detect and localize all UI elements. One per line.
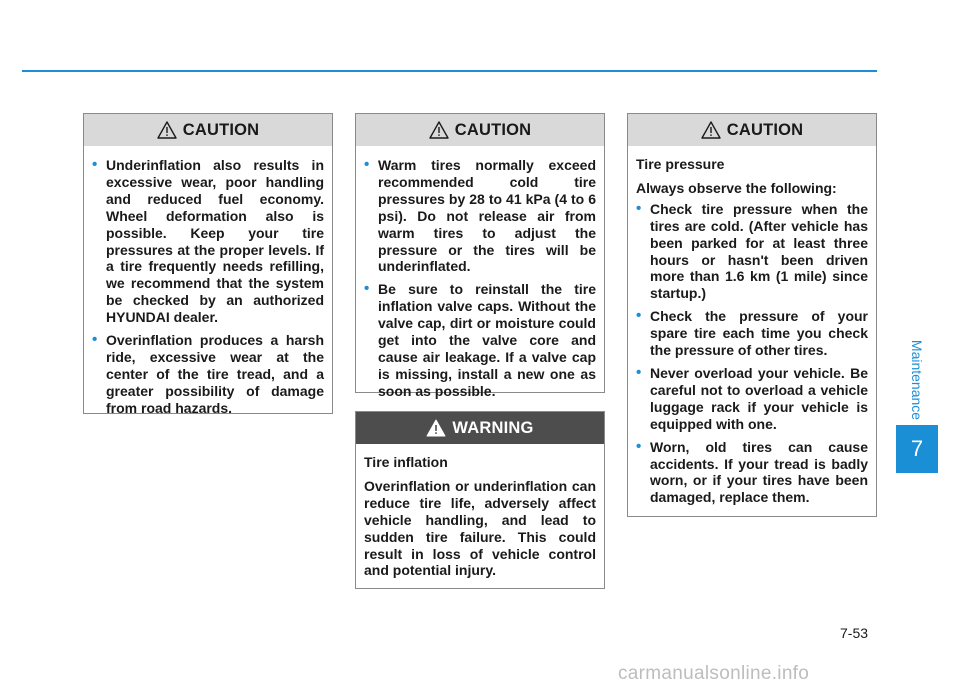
caution-triangle-icon (157, 121, 177, 139)
page-number: 7-53 (840, 625, 869, 641)
warning-title: WARNING (452, 418, 534, 437)
section-intro: Always observe the following: (636, 179, 837, 196)
caution-body (628, 146, 876, 514)
caution-title: CAUTION (182, 120, 260, 139)
section-tab (909, 340, 925, 420)
caution-box-3 (627, 113, 877, 517)
bullet-icon: • (636, 363, 642, 381)
warning-heading: Tire inflation (364, 454, 448, 470)
caution-triangle-icon (701, 121, 721, 139)
list-item: • Worn, old tires can cause accidents. If your tread is badly worn, or if your tires have been damaged, replace them. (636, 437, 868, 506)
caution-box-1 (83, 113, 333, 414)
header-rule (22, 70, 877, 72)
caution-box-2 (355, 113, 605, 399)
warning-text: Overinflation or underinflation can reduce tire life, adversely affect vehicle handling, and lead to sudden tire failure. This could result in loss of vehicle control and potential injury. (364, 477, 596, 579)
watermark: carmanualsonline.info (618, 663, 810, 684)
list-item: • Check the pressure of your spare tire each time you check the pressure of other tires. (636, 307, 868, 359)
warning-header (356, 412, 604, 444)
warning-body (356, 444, 604, 587)
bullet-icon: • (364, 156, 370, 173)
warning-triangle-icon (426, 419, 446, 437)
bullet-icon: • (636, 199, 642, 217)
caution-header (84, 114, 332, 146)
list-item: • Underinflation also results in excessive wear, poor handling and reduced fuel economy. Wheel deformation also is possible. Keep your tire pressures at the proper levels. If a tire frequently needs refilling, we recommend that the system be checked by an authorized HYUNDAI dealer. (92, 156, 324, 326)
chapter-badge: 7 (896, 425, 938, 473)
bullet-icon: • (636, 437, 642, 455)
bullet-icon: • (92, 156, 98, 173)
list-item: • Be sure to reinstall the tire inflation valve caps. Without the valve cap, dirt or moisture could get into the valve core and cause air leakage. If a valve cap is missing, install a new one as soon as possible. (364, 280, 596, 399)
caution-body (84, 146, 332, 425)
caution-header (628, 114, 876, 146)
list-item: • Never overload your vehicle. Be careful not to overload a vehicle luggage rack if your vehicle is equipped with one. (636, 363, 868, 432)
caution-header (356, 114, 604, 146)
caution-title: CAUTION (726, 120, 804, 139)
section-label: Maintenance (909, 339, 925, 421)
warning-box (355, 411, 605, 589)
bullet-icon: • (92, 331, 98, 349)
caution-triangle-icon (429, 121, 449, 139)
list-item: • Check tire pressure when the tires are cold. (After vehicle has been parked for at least three hours or hasn't been driven more than 1.6 km (1 mile) since startup.) (636, 199, 868, 302)
bullet-icon: • (636, 307, 642, 325)
caution-title: CAUTION (454, 120, 532, 139)
bullet-icon: • (364, 280, 370, 298)
caution-body (356, 146, 604, 408)
list-item: • Overinflation produces a harsh ride, excessive wear at the center of the tire tread, and a greater possibility of damage from road hazards. (92, 331, 324, 416)
list-item: • Warm tires normally exceed recommended cold tire pressures by 28 to 41 kPa (4 to 6 psi). Do not release air from warm tires to adjust the pressure or the tires will be underinflated. (364, 156, 596, 275)
section-heading: Tire pressure (636, 156, 725, 172)
